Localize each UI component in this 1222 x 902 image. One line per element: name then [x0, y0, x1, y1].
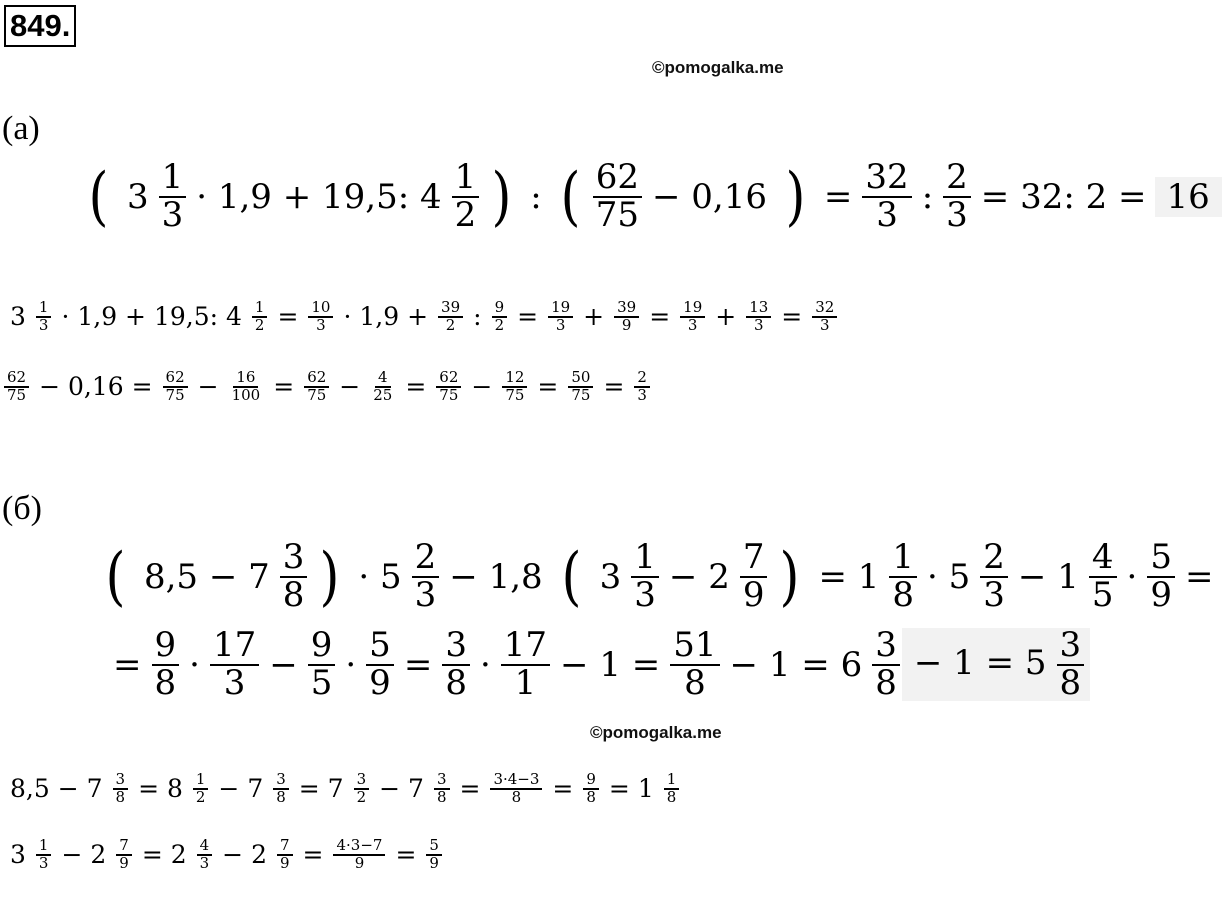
fraction-numerator: 19 — [680, 300, 705, 318]
fraction-denominator: 3 — [223, 662, 246, 703]
math-text: = — [403, 644, 433, 685]
math-text: − 1 = 6 — [729, 644, 863, 685]
fraction-numerator: 32 — [812, 300, 837, 318]
fraction-numerator: 62 — [436, 370, 461, 388]
fraction-numerator: 39 — [438, 300, 463, 318]
fraction-numerator: 17 — [210, 628, 259, 666]
fraction-denominator: 3 — [414, 574, 437, 615]
fraction-denominator: 3 — [555, 315, 566, 334]
fraction-numerator: 2 — [412, 540, 440, 578]
math-text: · 1,9 + 19,5: 4 — [61, 302, 242, 332]
fraction-denominator: 3 — [637, 385, 647, 404]
fraction-numerator: 17 — [501, 628, 550, 666]
math-text: − 1 = 5 — [913, 642, 1047, 683]
fraction — [568, 370, 593, 404]
fraction-numerator: 9 — [492, 300, 508, 318]
fraction-numerator: 10 — [308, 300, 333, 318]
fraction-denominator: 8 — [666, 787, 677, 806]
fraction — [492, 300, 508, 334]
math-text: 8,5 − 7 — [10, 774, 103, 804]
fraction — [163, 370, 188, 404]
fraction-numerator: 3 — [273, 772, 289, 790]
fraction-denominator: 2 — [356, 787, 367, 806]
fraction-denominator: 75 — [505, 385, 525, 404]
math-text: − 1 = — [560, 644, 661, 685]
fraction-denominator: 8 — [276, 787, 286, 806]
fraction-denominator: 2 — [494, 315, 505, 334]
fraction-denominator: 75 — [439, 385, 459, 404]
parenthesis: ( — [560, 159, 581, 234]
fraction — [1147, 537, 1175, 615]
math-text: + — [715, 302, 737, 332]
math-text: − 2 — [222, 840, 267, 870]
math-text: 16 — [1166, 176, 1210, 217]
math-text: · 5 — [358, 556, 402, 597]
fraction-numerator: 1 — [36, 300, 52, 318]
fraction-numerator: 5 — [426, 838, 442, 856]
fraction-denominator: 75 — [571, 385, 591, 404]
fraction-denominator: 8 — [1059, 662, 1082, 703]
fraction-numerator: 39 — [614, 300, 639, 318]
fraction-numerator: 4 — [375, 370, 391, 388]
fraction — [614, 300, 639, 334]
math-text: 8,5 − 7 — [143, 556, 270, 597]
math-text: − — [197, 372, 219, 402]
fraction — [438, 300, 463, 334]
fraction — [229, 370, 264, 404]
math-text: : — [530, 176, 542, 217]
fraction — [680, 300, 705, 334]
math-text: = — [823, 176, 853, 217]
math-text: = — [273, 372, 295, 402]
math-text: = 1 — [818, 556, 880, 597]
fraction-numerator: 1 — [452, 160, 480, 198]
math-text: : — [473, 302, 482, 332]
fraction — [354, 772, 370, 806]
math-text: 3 — [10, 302, 26, 332]
fraction-numerator: 3·4−3 — [490, 772, 542, 790]
fraction-denominator: 8 — [875, 662, 897, 703]
part-b-main-line-2 — [105, 625, 1090, 703]
fraction — [193, 772, 209, 806]
fraction — [980, 537, 1008, 615]
fraction-numerator: 1 — [252, 300, 268, 318]
fraction-numerator: 62 — [4, 370, 29, 388]
fraction-numerator: 3 — [354, 772, 370, 790]
fraction-numerator: 51 — [670, 628, 719, 666]
fraction — [1057, 625, 1085, 703]
fraction — [634, 370, 650, 404]
fraction — [434, 772, 450, 806]
fraction-numerator: 9 — [152, 628, 180, 666]
math-text: − 7 — [379, 774, 424, 804]
fraction-numerator: 62 — [593, 160, 642, 198]
fraction-numerator: 7 — [740, 540, 768, 578]
fraction — [670, 625, 719, 703]
fraction-denominator: 3 — [316, 315, 326, 334]
fraction — [631, 537, 659, 615]
fraction-denominator: 3 — [753, 315, 764, 334]
part-a-label: (а) — [2, 110, 40, 147]
math-text: = — [552, 774, 574, 804]
part-a-step-2 — [2, 370, 652, 404]
fraction — [740, 537, 768, 615]
fraction — [862, 157, 911, 235]
math-text: : — [921, 176, 934, 217]
fraction-denominator: 8 — [511, 787, 522, 806]
fraction — [872, 625, 900, 703]
fraction-numerator: 1 — [889, 540, 917, 578]
part-b-step-2 — [2, 838, 444, 872]
fraction — [548, 300, 573, 334]
fraction-numerator: 1 — [159, 160, 187, 198]
fraction-numerator: 2 — [943, 160, 971, 198]
final-answer-highlight — [902, 625, 1090, 703]
fraction-denominator: 25 — [373, 385, 393, 404]
fraction-numerator: 5 — [1147, 540, 1175, 578]
parenthesis: ) — [319, 539, 340, 614]
fraction — [4, 370, 29, 404]
fraction-denominator: 9 — [1150, 574, 1172, 615]
math-text: − 1 — [1017, 556, 1079, 597]
fraction-denominator: 2 — [195, 787, 206, 806]
math-text: = 1 — [608, 774, 654, 804]
fraction — [113, 772, 129, 806]
fraction-denominator: 8 — [445, 662, 467, 703]
fraction-numerator: 3 — [1057, 628, 1085, 666]
fraction-numerator: 7 — [277, 838, 293, 856]
fraction-denominator: 8 — [115, 787, 126, 806]
fraction — [412, 537, 440, 615]
part-b-label: (б) — [2, 490, 42, 527]
fraction-denominator: 5 — [1091, 574, 1114, 615]
fraction — [152, 625, 180, 703]
part-a-step-1 — [2, 300, 839, 334]
fraction-numerator: 12 — [502, 370, 527, 388]
fraction-numerator: 32 — [862, 160, 911, 198]
fraction-numerator: 2 — [634, 370, 650, 388]
math-text: − — [269, 644, 298, 685]
fraction-denominator: 3 — [634, 574, 656, 615]
fraction — [746, 300, 771, 334]
math-text: − — [339, 372, 361, 402]
fraction-numerator: 62 — [163, 370, 188, 388]
fraction-numerator: 2 — [980, 540, 1008, 578]
fraction — [501, 625, 550, 703]
fraction-numerator: 4·3−7 — [333, 838, 385, 856]
math-text: · — [345, 644, 357, 685]
fraction-denominator: 9 — [742, 574, 765, 615]
math-text: − 2 — [61, 840, 107, 870]
fraction-denominator: 8 — [892, 574, 915, 615]
math-text: = 32: 2 = — [980, 176, 1147, 217]
fraction-denominator: 2 — [254, 315, 265, 334]
math-text: + — [583, 302, 605, 332]
math-text: = — [302, 840, 324, 870]
math-text: = 8 — [138, 774, 183, 804]
fraction — [273, 772, 289, 806]
fraction-denominator: 3 — [38, 853, 49, 872]
fraction — [210, 625, 259, 703]
fraction-numerator: 5 — [366, 628, 394, 666]
fraction-numerator: 7 — [116, 838, 132, 856]
math-text: · — [189, 644, 200, 685]
math-text: = — [649, 302, 671, 332]
fraction — [452, 157, 480, 235]
fraction-denominator: 9 — [369, 662, 391, 703]
fraction — [943, 157, 971, 235]
fraction-denominator: 8 — [586, 787, 596, 806]
fraction-denominator: 75 — [595, 194, 639, 235]
parenthesis: ( — [105, 539, 126, 614]
fraction — [502, 370, 527, 404]
math-text: · 5 — [927, 556, 971, 597]
fraction — [593, 157, 642, 235]
fraction — [436, 370, 461, 404]
math-text: · — [1126, 556, 1138, 597]
fraction — [812, 300, 837, 334]
fraction — [252, 300, 268, 334]
math-text: − 0,16 — [651, 176, 767, 217]
fraction — [116, 838, 132, 872]
fraction — [583, 772, 599, 806]
math-text: = — [1184, 556, 1214, 597]
math-text: − 2 — [668, 556, 730, 597]
fraction — [664, 772, 680, 806]
fraction — [159, 157, 187, 235]
fraction-numerator: 16 — [233, 370, 258, 388]
parenthesis: ) — [491, 159, 512, 234]
fraction-denominator: 3 — [199, 853, 210, 872]
parenthesis: ( — [561, 539, 582, 614]
fraction-denominator: 75 — [307, 385, 327, 404]
fraction-numerator: 1 — [631, 540, 659, 578]
fraction-denominator: 8 — [154, 662, 177, 703]
fraction-denominator: 8 — [436, 787, 447, 806]
fraction-denominator: 3 — [983, 574, 1005, 615]
fraction-denominator: 9 — [621, 315, 632, 334]
fraction-denominator: 3 — [161, 194, 184, 235]
math-text: − 1,8 — [449, 556, 543, 597]
math-text: − 7 — [218, 774, 264, 804]
fraction-denominator: 3 — [38, 315, 49, 334]
fraction — [366, 625, 394, 703]
fraction-denominator: 100 — [231, 385, 261, 404]
math-text: − — [471, 372, 493, 402]
fraction-denominator: 5 — [310, 662, 333, 703]
fraction-numerator: 9 — [583, 772, 599, 790]
fraction-denominator: 9 — [354, 853, 365, 872]
fraction — [197, 838, 213, 872]
fraction-numerator: 4 — [197, 838, 213, 856]
fraction — [1089, 537, 1117, 615]
fraction-numerator: 3 — [280, 540, 308, 578]
fraction-numerator: 3 — [872, 628, 900, 666]
fraction-denominator: 8 — [684, 662, 706, 703]
math-text: = 2 — [141, 840, 187, 870]
math-text: = — [405, 372, 427, 402]
fraction — [426, 838, 442, 872]
parenthesis: ) — [779, 539, 800, 614]
problem-number: 849. — [4, 5, 76, 47]
parenthesis: ( — [88, 159, 109, 234]
fraction — [333, 838, 385, 872]
math-text: · — [479, 644, 491, 685]
watermark: ©pomogalka.me — [652, 58, 784, 77]
fraction — [36, 838, 52, 872]
math-text: = — [395, 840, 417, 870]
part-b-main-line-1 — [95, 537, 1221, 615]
fraction-denominator: 9 — [279, 853, 290, 872]
fraction — [304, 370, 329, 404]
math-text: = — [603, 372, 625, 402]
math-text: = — [537, 372, 559, 402]
part-b-step-1 — [2, 772, 681, 806]
math-text: 3 — [10, 840, 26, 870]
fraction — [442, 625, 470, 703]
fraction-denominator: 75 — [7, 385, 27, 404]
fraction — [490, 772, 542, 806]
fraction — [308, 625, 336, 703]
fraction-denominator: 3 — [946, 194, 968, 235]
fraction-numerator: 1 — [36, 838, 52, 856]
math-text: = 7 — [298, 774, 344, 804]
fraction-denominator: 8 — [282, 574, 305, 615]
fraction — [308, 300, 333, 334]
fraction-denominator: 3 — [876, 194, 898, 235]
fraction — [280, 537, 308, 615]
fraction — [370, 370, 395, 404]
part-a-main-equation — [78, 157, 1222, 235]
fraction-denominator: 1 — [514, 662, 537, 703]
final-answer-highlight — [1155, 177, 1222, 217]
fraction-denominator: 9 — [429, 853, 439, 872]
fraction — [889, 537, 917, 615]
math-text: = — [459, 774, 481, 804]
fraction-numerator: 3 — [442, 628, 470, 666]
math-text: − 0,16 = — [39, 372, 153, 402]
fraction-denominator: 3 — [820, 315, 830, 334]
math-text: = — [781, 302, 803, 332]
fraction-denominator: 2 — [445, 315, 456, 334]
fraction-denominator: 2 — [454, 194, 477, 235]
fraction-denominator: 9 — [119, 853, 129, 872]
fraction-numerator: 19 — [548, 300, 573, 318]
parenthesis: ) — [785, 159, 806, 234]
watermark: ©pomogalka.me — [590, 723, 722, 742]
fraction — [36, 300, 52, 334]
math-text: 3 — [599, 556, 622, 597]
fraction-numerator: 3 — [113, 772, 129, 790]
fraction-denominator: 75 — [165, 385, 185, 404]
fraction-numerator: 4 — [1089, 540, 1117, 578]
fraction-numerator: 50 — [568, 370, 593, 388]
fraction-numerator: 1 — [664, 772, 680, 790]
math-text: · 1,9 + — [343, 302, 429, 332]
math-text: · 1,9 + 19,5: 4 — [196, 176, 442, 217]
math-text: = — [113, 644, 142, 685]
fraction-numerator: 1 — [193, 772, 209, 790]
math-text: 3 — [126, 176, 149, 217]
fraction-numerator: 9 — [308, 628, 336, 666]
fraction-numerator: 3 — [434, 772, 450, 790]
math-text: = — [517, 302, 539, 332]
fraction-numerator: 13 — [746, 300, 771, 318]
fraction-denominator: 3 — [687, 315, 698, 334]
fraction — [277, 838, 293, 872]
fraction-numerator: 62 — [304, 370, 329, 388]
math-text: = — [277, 302, 299, 332]
